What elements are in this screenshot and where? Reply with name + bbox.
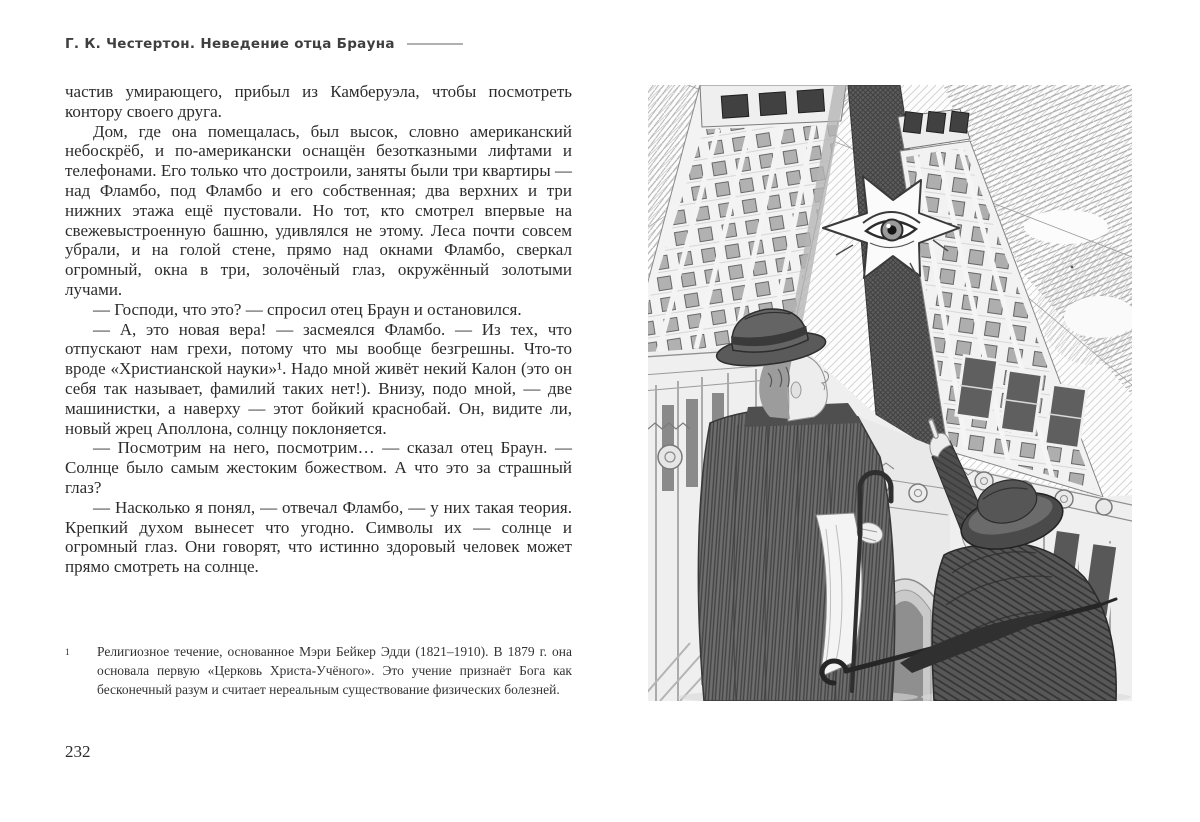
footnote-text: Религиозное течение, основанное Мэри Бейкер Эдди (1821–1910). В 1879 г. она основала первую «Церковь Христа-Учёного». Это учение признаёт Бога как бесконечный разум и считает нереальным существование физических болезней. <box>97 644 572 697</box>
paragraph: Дом, где она помещалась, был высок, словно американский небоскрёб, и по-американски оснащён безотказными лифтами и телефонами. Его только что достроили, заняты были три квартиры — над Фламбо, под Фламбо и его собственная; два верхних и три нижних этажа ещё пустовали. Но тот, кто смотрел впервые на свежевыстроенную башню, удивлялся не этому. Леса почти совсем убрали, и на голой стене, прямо над окнами Фламбо, сверкал огромный, окна в три, золочёный глаз, окружённый золотыми лучами. <box>65 121 572 299</box>
text-column <box>65 82 572 577</box>
paragraph: — А, это новая вера! — засмеялся Фламбо. — Из тех, что отпускают нам грехи, потому что мы вообще безгрешны. Что-то вроде «Христианской науки»¹. Надо мной живёт некий Калон (это он себя так называет, фамилий таких нет!). Внизу, подо мной, — две машинистки, а наверху — этот бойкий краснобай. Он, видите ли, новый жрец Аполлона, солнцу поклоняется. <box>65 319 572 438</box>
running-head <box>65 36 463 52</box>
footnote-marker: 1 <box>65 648 70 658</box>
book-illustration <box>648 85 1132 701</box>
paragraph: — Посмотрим на него, посмотрим… — сказал отец Браун. — Солнце было самым жестоким божеством. А что это за страшный глаз? <box>65 438 572 497</box>
paragraph: частив умирающего, прибыл из Камберуэла, чтобы посмотреть контору своего друга. <box>65 82 572 121</box>
paragraph: — Господи, что это? — спросил отец Браун и остановился. <box>93 299 522 319</box>
paragraph: — Насколько я понял, — отвечал Фламбо, — у них такая теория. Крепкий духом вынесет что угодно. Символы их — солнце и огромный глаз. Они говорят, что истинно здоровый человек может прямо смотреть на солнце. <box>65 497 572 577</box>
illustration-svg <box>648 85 1132 701</box>
running-head-title: Г. К. Честертон. Неведение отца Брауна <box>65 36 395 52</box>
page-number: 232 <box>65 742 91 761</box>
footnote <box>65 642 572 699</box>
running-head-rule <box>407 43 463 45</box>
